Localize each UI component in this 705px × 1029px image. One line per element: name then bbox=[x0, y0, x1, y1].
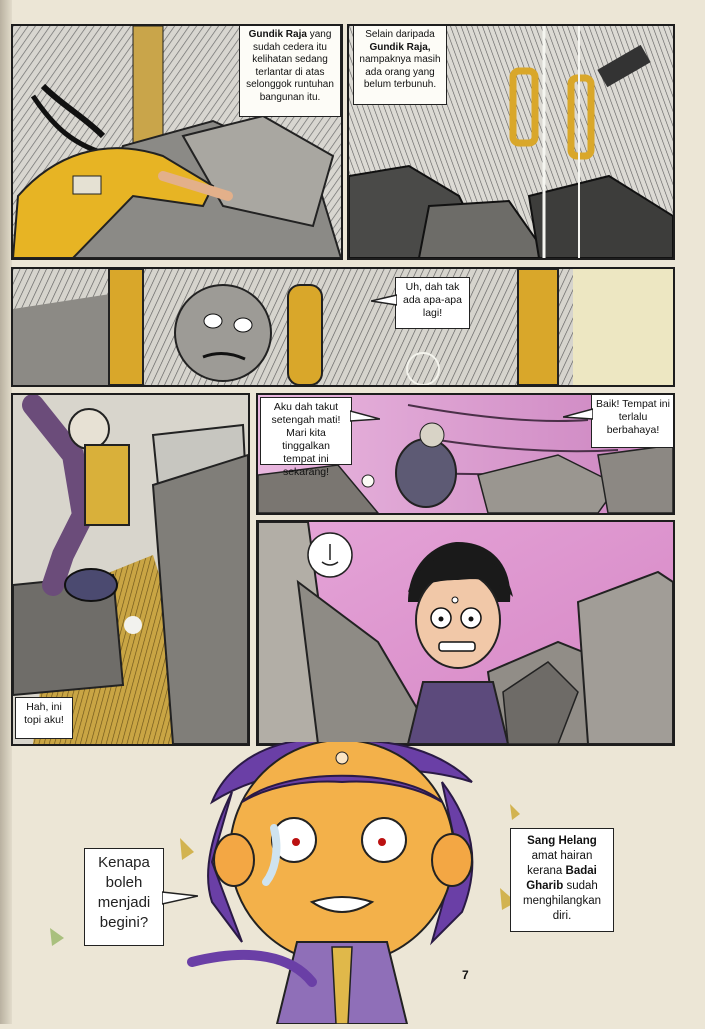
caption-text: sudah menghilangkan diri. bbox=[522, 880, 601, 922]
caption-text: yang sudah cedera itu kelihatan sedang terlantar di atas selonggok runtuhan bangunan itu. bbox=[246, 29, 334, 103]
panel-3-speech-balloon bbox=[395, 277, 470, 329]
balloon-tail bbox=[350, 409, 380, 423]
panel-6 bbox=[256, 520, 675, 746]
panel-1-caption bbox=[239, 25, 341, 117]
caption-text: nampaknya masih ada orang yang belum terbunuh. bbox=[359, 54, 441, 90]
balloon-tail bbox=[371, 293, 397, 307]
caption-speaker-name: Gundik Raja, bbox=[369, 41, 431, 53]
panel-3 bbox=[11, 267, 675, 387]
panel-3-art bbox=[13, 269, 673, 385]
balloon-text: Kenapa boleh menjadi begini? bbox=[97, 854, 151, 931]
caption-text: amat hairan kerana bbox=[527, 850, 593, 877]
caption-speaker-name: Badai Gharib bbox=[526, 865, 597, 892]
balloon-text: Uh, dah tak ada apa-apa lagi! bbox=[403, 281, 462, 319]
balloon-tail bbox=[563, 407, 593, 421]
caption-speaker-name: Gundik Raja bbox=[248, 29, 307, 40]
panel-2 bbox=[347, 24, 675, 260]
page-number: 7 bbox=[462, 968, 469, 982]
panel-5-speech-balloon-left bbox=[260, 397, 352, 478]
balloon-text: Aku dah takut setengah mati! Mari kita tinggalkan tempat ini sekarang! bbox=[271, 401, 341, 478]
balloon-tail bbox=[162, 890, 198, 906]
panel-4-art bbox=[13, 395, 248, 744]
panel-4-speech-balloon bbox=[15, 697, 73, 739]
panel-7 bbox=[12, 742, 692, 1024]
panel-1 bbox=[11, 24, 343, 260]
balloon-text: Hah, ini topi aku! bbox=[24, 701, 64, 726]
panel-7-caption bbox=[510, 828, 614, 932]
panel-5 bbox=[256, 393, 675, 515]
panel-7-speech-balloon bbox=[84, 848, 164, 946]
panel-6-art bbox=[258, 522, 673, 744]
caption-pre: Selain daripada bbox=[365, 29, 435, 40]
panel-5-speech-balloon-right bbox=[591, 394, 675, 448]
caption-speaker-name: Sang Helang bbox=[527, 835, 597, 847]
panel-2-caption bbox=[353, 25, 447, 105]
balloon-text: Baik! Tempat ini terlalu berbahaya! bbox=[596, 398, 670, 436]
panel-4 bbox=[11, 393, 250, 746]
